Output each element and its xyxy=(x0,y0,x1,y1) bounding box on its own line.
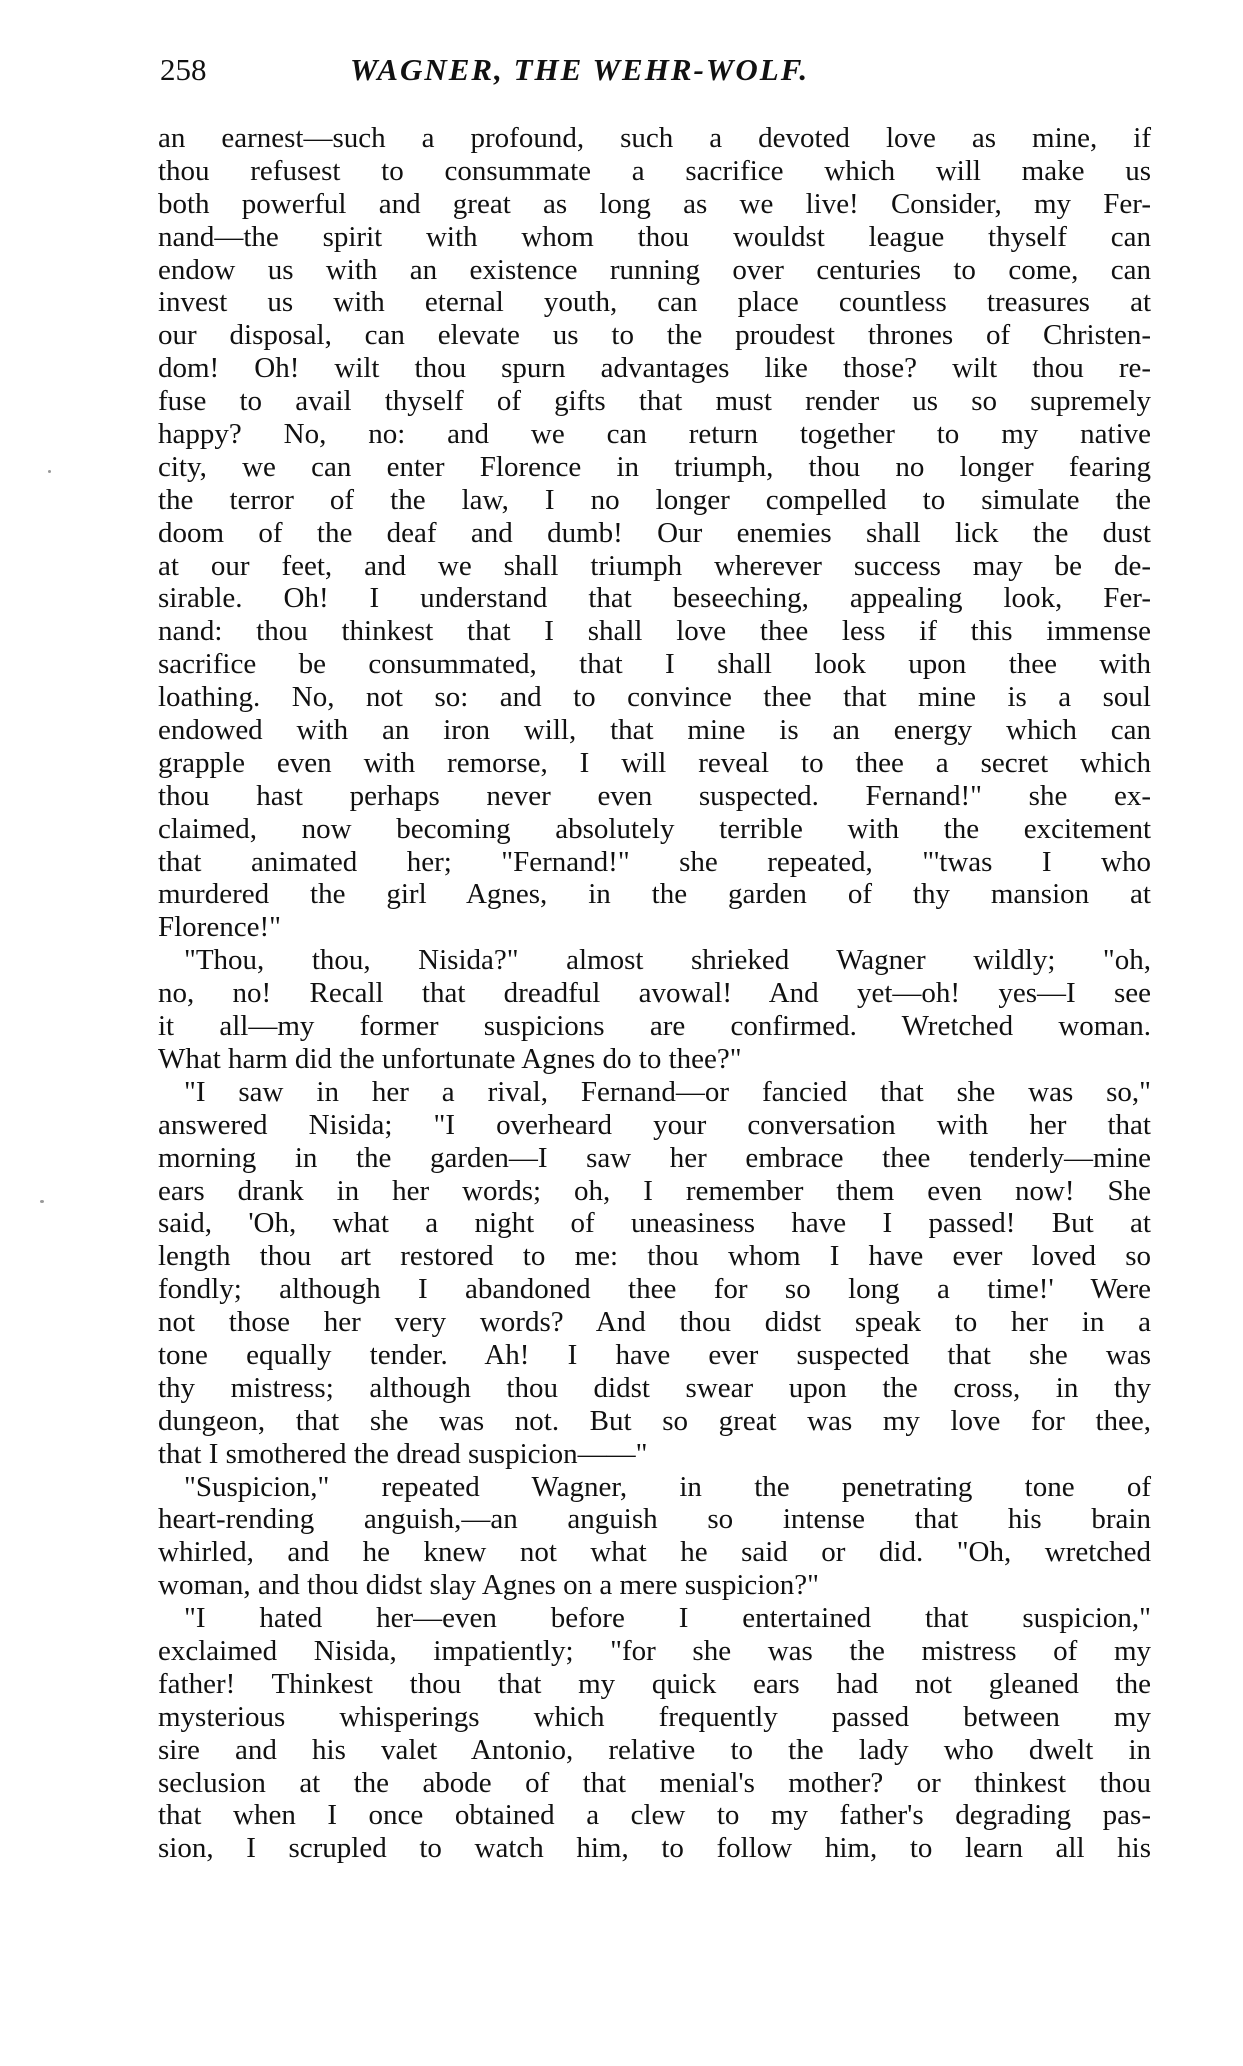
text-line: ears drank in her words; oh, I remember them even now! She xyxy=(158,1174,1151,1207)
text-line: fuse to avail thyself of gifts that must render us so supremely xyxy=(158,385,1151,418)
text-line: father! Thinkest thou that my quick ears had not gleaned the xyxy=(158,1667,1151,1700)
text-line: endow us with an existence running over centuries to come, can xyxy=(158,253,1151,286)
text-line: that I smothered the dread suspicion——" xyxy=(158,1437,648,1470)
text-line: fondly; although I abandoned thee for so long a time!' Were xyxy=(158,1273,1151,1306)
text-line: the terror of the law, I no longer compelled to simulate the xyxy=(158,483,1151,516)
text-line: that animated her; "Fernand!" she repeated, "'twas I who xyxy=(158,845,1151,878)
page-number: 258 xyxy=(160,52,207,87)
text-line: morning in the garden—I saw her embrace thee tenderly—mine xyxy=(158,1141,1151,1174)
text-line: sire and his valet Antonio, relative to the lady who dwelt in xyxy=(158,1733,1151,1766)
text-line: invest us with eternal youth, can place countless treasures at xyxy=(158,286,1151,319)
text-line: that when I once obtained a clew to my father's degrading pas- xyxy=(158,1799,1151,1832)
text-line: city, we can enter Florence in triumph, thou no longer fearing xyxy=(158,450,1151,483)
text-line: happy? No, no: and we can return together to my native xyxy=(158,418,1151,451)
text-line: an earnest—such a profound, such a devoted love as mine, if xyxy=(158,122,1151,154)
text-line: thy mistress; although thou didst swear upon the cross, in thy xyxy=(158,1371,1151,1404)
text-line: claimed, now becoming absolutely terrible with the excitement xyxy=(158,812,1151,845)
text-line: exclaimed Nisida, impatiently; "for she was the mistress of my xyxy=(158,1634,1151,1667)
page-header xyxy=(160,52,1150,92)
scan-speck xyxy=(40,1200,44,1203)
text-line: tone equally tender. Ah! I have ever suspected that she was xyxy=(158,1338,1151,1371)
text-line: answered Nisida; "I overheard your conversation with her that xyxy=(158,1108,1151,1141)
scan-speck xyxy=(48,470,51,473)
text-line: doom of the deaf and dumb! Our enemies shall lick the dust xyxy=(158,516,1151,549)
text-line: thou hast perhaps never even suspected. Fernand!" she ex- xyxy=(158,779,1151,812)
text-line: sion, I scrupled to watch him, to follow him, to learn all his xyxy=(158,1832,1151,1865)
text-line: nand—the spirit with whom thou wouldst league thyself can xyxy=(158,220,1151,253)
text-line: murdered the girl Agnes, in the garden of thy mansion at xyxy=(158,878,1151,911)
text-line: mysterious whisperings which frequently passed between my xyxy=(158,1700,1151,1733)
text-line: loathing. No, not so: and to convince thee that mine is a soul xyxy=(158,681,1151,714)
text-line: "Thou, thou, Nisida?" almost shrieked Wagner wildly; "oh, xyxy=(184,944,1151,977)
text-line: sacrifice be consummated, that I shall look upon thee with xyxy=(158,648,1151,681)
text-line: nand: thou thinkest that I shall love thee less if this immense xyxy=(158,615,1151,648)
text-line: "I hated her—even before I entertained that suspicion," xyxy=(184,1602,1151,1635)
text-line: endowed with an iron will, that mine is an energy which can xyxy=(158,714,1151,747)
running-title: WAGNER, THE WEHR-WOLF. xyxy=(350,52,810,87)
text-line: our disposal, can elevate us to the proudest thrones of Christen- xyxy=(158,319,1151,352)
text-line: grapple even with remorse, I will reveal to thee a secret which xyxy=(158,746,1151,779)
text-line: said, 'Oh, what a night of uneasiness have I passed! But at xyxy=(158,1207,1151,1240)
text-line: sirable. Oh! I understand that beseeching, appealing look, Fer- xyxy=(158,582,1151,615)
text-line: Florence!" xyxy=(158,911,281,944)
text-line: length thou art restored to me: thou whom I have ever loved so xyxy=(158,1240,1151,1273)
text-line: both powerful and great as long as we live! Consider, my Fer- xyxy=(158,187,1151,220)
body-text xyxy=(158,122,1151,1865)
text-line: whirled, and he knew not what he said or did. "Oh, wretched xyxy=(158,1536,1151,1569)
text-line: "Suspicion," repeated Wagner, in the penetrating tone of xyxy=(184,1470,1151,1503)
text-line: thou refusest to consummate a sacrifice which will make us xyxy=(158,154,1151,187)
text-line: heart-rending anguish,—an anguish so intense that his brain xyxy=(158,1503,1151,1536)
text-line: not those her very words? And thou didst speak to her in a xyxy=(158,1306,1151,1339)
text-line: seclusion at the abode of that menial's mother? or thinkest thou xyxy=(158,1766,1151,1799)
text-line: no, no! Recall that dreadful avowal! And yet—oh! yes—I see xyxy=(158,977,1151,1010)
text-line: dom! Oh! wilt thou spurn advantages like those? wilt thou re- xyxy=(158,352,1151,385)
text-line: dungeon, that she was not. But so great was my love for thee, xyxy=(158,1404,1151,1437)
text-line: "I saw in her a rival, Fernand—or fancied that she was so," xyxy=(184,1075,1151,1108)
text-line: at our feet, and we shall triumph wherever success may be de- xyxy=(158,549,1151,582)
text-line: it all—my former suspicions are confirmed. Wretched woman. xyxy=(158,1010,1151,1043)
text-line: woman, and thou didst slay Agnes on a mere suspicion?" xyxy=(158,1569,820,1602)
text-line: What harm did the unfortunate Agnes do to thee?" xyxy=(158,1042,742,1075)
